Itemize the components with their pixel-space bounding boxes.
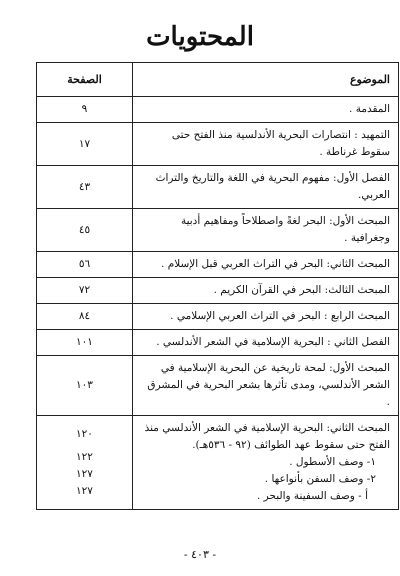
row-topic: المبحث الثالث: البحر في القرآن الكريم . (133, 278, 399, 304)
table-row-last (37, 416, 399, 510)
row-topic (133, 416, 399, 510)
table-row (37, 252, 399, 278)
row-topic: الفصل الأول: مفهوم البحرية في اللغة والتاريخ والتراث العربي. (133, 166, 399, 209)
subsection-item: أ - وصف السفينة والبحر . (256, 490, 368, 502)
page-number: ١٢٧ (76, 485, 93, 497)
row-topic: التمهيد : انتصارات البحرية الأندلسية منذ الفتح حتى سقوط غرناطة . (133, 123, 399, 166)
row-page: ٤٥ (37, 209, 133, 252)
table-row (37, 304, 399, 330)
table-row (37, 356, 399, 416)
row-page: ١٧ (37, 123, 133, 166)
row-topic: المبحث الرابع : البحر في التراث العربي الإسلامي . (133, 304, 399, 330)
table-row (37, 97, 399, 123)
row-page: ٤٣ (37, 166, 133, 209)
row-topic: المبحث الثاني: البحر في التراث العربي قبل الإسلام . (133, 252, 399, 278)
page-number: ١٢٢ (76, 451, 93, 463)
row-topic: المبحث الأول: البحر لغةً واصطلاحاً ومفاهيم أدبية وجغرافية . (133, 209, 399, 252)
section-title: المبحث الثاني: البحرية الإسلامية في الشعر الأندلسي منذ الفتح حتى سقوط عهد الطوائف (٩٢ - ٥٣٦هـ). (144, 422, 390, 451)
row-page: ٨٤ (37, 304, 133, 330)
page-title: المحتويات (146, 22, 254, 52)
table-header-row (37, 63, 399, 97)
row-page: ١٠٣ (37, 356, 133, 416)
row-topic: الفصل الثاني : البحرية الإسلامية في الشعر الأندلسي . (133, 330, 399, 356)
header-topic: الموضوع (133, 63, 399, 97)
row-page: ٩ (37, 97, 133, 123)
subsection-item: ٢- وصف السفن بأنواعها . (264, 473, 376, 485)
header-page: الصفحة (37, 63, 133, 97)
page-number: ١٢٧ (76, 468, 93, 480)
row-page: ٧٢ (37, 278, 133, 304)
row-topic: المقدمة . (133, 97, 399, 123)
page-number: ١٢٠ (76, 428, 93, 440)
table-row (37, 166, 399, 209)
subsection-item: ١- وصف الأسطول . (289, 456, 376, 468)
page-number-footer: - ٤٠٣ - (183, 548, 217, 561)
row-page (37, 416, 133, 510)
table-row (37, 278, 399, 304)
table-row (37, 123, 399, 166)
row-page: ٥٦ (37, 252, 133, 278)
row-page: ١٠١ (37, 330, 133, 356)
contents-table (36, 62, 399, 510)
table-row (37, 209, 399, 252)
table-row (37, 330, 399, 356)
row-topic: المبحث الأول: لمحة تاريخية عن البحرية الإسلامية في الشعر الأندلسي، ومدى تأثرها بشعر البحرية في المشرق . (133, 356, 399, 416)
